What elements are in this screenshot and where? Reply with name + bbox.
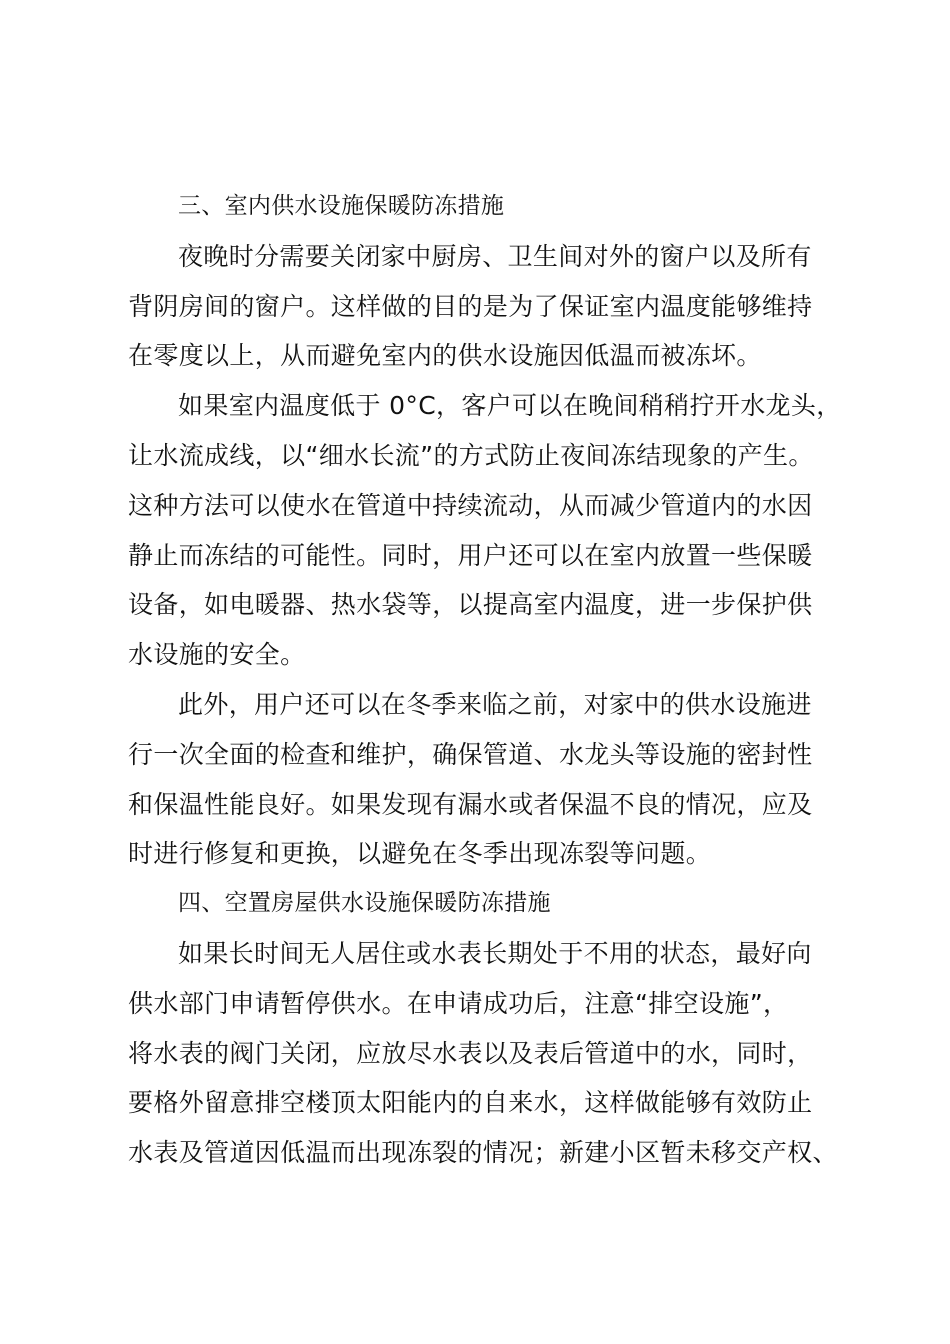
text-line: 设备，如电暖器、热水袋等，以提高室内温度，进一步保护供 bbox=[128, 590, 813, 620]
text-line: 和保温性能良好。如果发现有漏水或者保温不良的情况，应及 bbox=[128, 789, 813, 819]
text-line: 背阴房间的窗户。这样做的目的是为了保证室内温度能够维持 bbox=[128, 291, 813, 321]
text-line: 此外，用户还可以在冬季来临之前，对家中的供水设施进 bbox=[178, 689, 812, 719]
section-heading-4: 四、空置房屋供水设施保暖防冻措施 bbox=[178, 890, 551, 917]
text-line: 水表及管道因低温而出现冻裂的情况；新建小区暂未移交产权、 bbox=[128, 1138, 838, 1168]
document-body bbox=[128, 182, 842, 1178]
paragraph-vacant-housing bbox=[128, 929, 838, 1178]
text-line: 行一次全面的检查和维护，确保管道、水龙头等设施的密封性 bbox=[128, 739, 813, 769]
paragraph-trickle-flow bbox=[128, 381, 842, 680]
paragraph-indoor-windows bbox=[128, 232, 834, 381]
text-line: 夜晚时分需要关闭家中厨房、卫生间对外的窗户以及所有 bbox=[178, 241, 812, 271]
text-line: 静止而冻结的可能性。同时，用户还可以在室内放置一些保暖 bbox=[128, 540, 813, 570]
text-line: 供水部门申请暂停供水。在申请成功后，注意“排空设施”， bbox=[128, 988, 789, 1018]
text-line: 如果长时间无人居住或水表长期处于不用的状态，最好向 bbox=[178, 938, 812, 968]
paragraph-inspection bbox=[128, 680, 834, 879]
text-line: 让水流成线，以“细水长流”的方式防止夜间冻结现象的产生。 bbox=[128, 440, 814, 470]
text-line: 如果室内温度低于 0°C，客户可以在晚间稍稍拧开水龙头， bbox=[178, 391, 842, 421]
section-heading-3: 三、室内供水设施保暖防冻措施 bbox=[178, 193, 505, 219]
text-line: 将水表的阀门关闭，应放尽水表以及表后管道中的水，同时， bbox=[128, 1038, 813, 1068]
text-line: 水设施的安全。 bbox=[128, 640, 306, 670]
text-line: 这种方法可以使水在管道中持续流动，从而减少管道内的水因 bbox=[128, 490, 813, 520]
text-line: 时进行修复和更换，以避免在冬季出现冻裂等问题。 bbox=[128, 839, 712, 869]
text-line: 要格外留意排空楼顶太阳能内的自来水，这样做能够有效防止 bbox=[128, 1088, 813, 1118]
text-line: 在零度以上，从而避免室内的供水设施因低温而被冻坏。 bbox=[128, 341, 762, 371]
